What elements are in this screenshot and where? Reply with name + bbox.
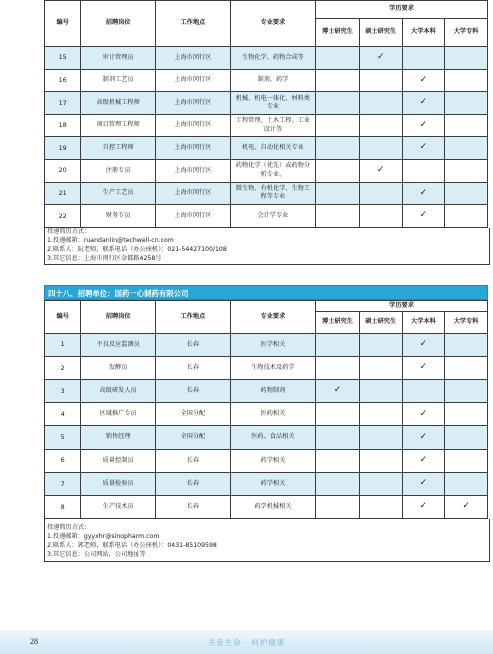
cell-bachelor <box>402 449 445 472</box>
cell-major: 医药、食品相关 <box>230 426 315 449</box>
cell-bachelor <box>402 137 445 160</box>
cell-location: 上海市闵行区 <box>156 182 231 205</box>
cell-phd <box>316 47 360 70</box>
jobs-table-1-body <box>45 47 488 228</box>
cell-num: 20 <box>45 159 81 182</box>
table-row <box>45 137 488 160</box>
header-phd: 博士研究生 <box>316 311 360 333</box>
header-master: 硕士研究生 <box>359 311 402 333</box>
cell-position: 注册专员 <box>81 159 156 182</box>
cell-location: 长春 <box>156 380 231 403</box>
cell-num: 2 <box>45 356 81 379</box>
cell-major: 药学相关 <box>230 472 315 495</box>
cell-num: 5 <box>45 426 81 449</box>
cell-phd <box>316 159 360 182</box>
cell-phd <box>316 69 360 92</box>
cell-master <box>359 114 402 137</box>
cell-bachelor <box>402 205 445 228</box>
cell-master <box>359 205 402 228</box>
cell-num: 16 <box>45 69 81 92</box>
cell-phd <box>316 92 360 115</box>
cell-master <box>359 47 402 70</box>
cell-position: 质量控制员 <box>81 449 156 472</box>
cell-college <box>445 333 488 356</box>
contact-person: 2.联系人：阮老师，联系电话（办公座机）：021-54427100/108 <box>47 245 227 253</box>
cell-bachelor <box>402 333 445 356</box>
cell-master <box>359 496 402 519</box>
header-college: 大学专科 <box>445 311 488 333</box>
cell-phd <box>316 356 360 379</box>
cell-num: 18 <box>45 114 81 137</box>
cell-position: 项目管理工程师 <box>81 114 156 137</box>
check-icon: ✓ <box>376 52 385 63</box>
table-row <box>45 426 488 449</box>
contact-heading: 投递简历方式： <box>47 524 91 532</box>
cell-location: 长春 <box>156 356 231 379</box>
cell-major: 医药相关 <box>230 403 315 426</box>
cell-phd <box>316 403 360 426</box>
cell-num: 17 <box>45 92 81 115</box>
cell-major: 药物制剂 <box>230 380 315 403</box>
table-row <box>45 69 488 92</box>
table-row <box>45 205 488 228</box>
cell-college <box>445 403 488 426</box>
cell-num: 19 <box>45 137 81 160</box>
cell-bachelor <box>402 69 445 92</box>
cell-location: 全国分配 <box>156 403 231 426</box>
cell-college <box>445 69 488 92</box>
header-edu: 学历要求 <box>316 300 488 311</box>
cell-college <box>445 137 488 160</box>
contact-other: 3.其它信息：上海市闵行区金都路4258号 <box>47 254 162 262</box>
check-icon: ✓ <box>419 501 428 512</box>
cell-phd <box>316 205 360 228</box>
cell-phd <box>316 380 360 403</box>
page-content <box>44 0 488 562</box>
check-icon: ✓ <box>419 362 428 373</box>
cell-position: 审计管理员 <box>81 47 156 70</box>
check-icon: ✓ <box>419 97 428 108</box>
header-location: 工作地点 <box>156 300 231 333</box>
check-icon: ✓ <box>419 455 428 466</box>
cell-location: 上海市闵行区 <box>156 159 231 182</box>
cell-num: 6 <box>45 449 81 472</box>
cell-location: 长春 <box>156 472 231 495</box>
table-row <box>45 114 488 137</box>
cell-master <box>359 472 402 495</box>
jobs-table-2 <box>44 300 488 520</box>
cell-bachelor <box>402 159 445 182</box>
cell-major: 机电、自动化相关专业 <box>230 137 315 160</box>
cell-college <box>445 496 488 519</box>
cell-position: 不良反应监测员 <box>81 333 156 356</box>
cell-phd <box>316 333 360 356</box>
check-icon: ✓ <box>419 142 428 153</box>
cell-num: 8 <box>45 496 81 519</box>
cell-phd <box>316 496 360 519</box>
cell-college <box>445 472 488 495</box>
cell-location: 长春 <box>156 449 231 472</box>
cell-location: 上海市闵行区 <box>156 47 231 70</box>
cell-major: 制剂、药学 <box>230 69 315 92</box>
cell-position: 质量检验员 <box>81 472 156 495</box>
table-row <box>45 356 488 379</box>
cell-num: 4 <box>45 403 81 426</box>
check-icon: ✓ <box>419 339 428 350</box>
check-icon: ✓ <box>419 119 428 130</box>
table-row <box>45 333 488 356</box>
table-row <box>45 403 488 426</box>
cell-major: 工程管理、土木工程、工业设计等 <box>230 114 315 137</box>
page-number: 28 <box>30 637 38 646</box>
cell-major: 生物化学、药物合成等 <box>230 47 315 70</box>
cell-major: 药物化学（优先）或药物分析专业， <box>230 159 315 182</box>
table-row <box>45 496 488 519</box>
cell-num: 1 <box>45 333 81 356</box>
contact-heading: 投递简历方式： <box>47 227 91 235</box>
table-row <box>45 159 488 182</box>
cell-position: 制剂工艺员 <box>81 69 156 92</box>
cell-bachelor <box>402 472 445 495</box>
cell-college <box>445 114 488 137</box>
contact-other: 3.其它信息：公司网站，公司地址等 <box>47 551 146 559</box>
check-icon: ✓ <box>419 187 428 198</box>
table-row <box>45 472 488 495</box>
cell-master <box>359 159 402 182</box>
cell-master <box>359 449 402 472</box>
table-row <box>45 380 488 403</box>
header-major: 专业要求 <box>230 1 315 47</box>
cell-position: 区域推广专员 <box>81 403 156 426</box>
header-master: 硕士研究生 <box>359 19 402 47</box>
cell-num: 3 <box>45 380 81 403</box>
header-edu: 学历要求 <box>316 1 488 19</box>
contact-person: 2.联系人：郭老师，联系电话（办公座机）：0431-85109598 <box>47 542 217 550</box>
cell-master <box>359 403 402 426</box>
check-icon: ✓ <box>333 385 342 396</box>
cell-college <box>445 205 488 228</box>
cell-location: 上海市闵行区 <box>156 69 231 92</box>
check-icon: ✓ <box>419 74 428 85</box>
cell-major: 药学机械相关 <box>230 496 315 519</box>
cell-position: 生产技术员 <box>81 496 156 519</box>
check-icon: ✓ <box>419 431 428 442</box>
cell-position: 高级机械工程师 <box>81 92 156 115</box>
cell-location: 上海市闵行区 <box>156 92 231 115</box>
cell-position: 销售经理 <box>81 426 156 449</box>
check-icon: ✓ <box>462 501 470 512</box>
cell-college <box>445 356 488 379</box>
cell-bachelor <box>402 182 445 205</box>
cell-college <box>445 449 488 472</box>
cell-bachelor <box>402 92 445 115</box>
cell-location: 全国分配 <box>156 426 231 449</box>
cell-location: 上海市闵行区 <box>156 137 231 160</box>
cell-bachelor <box>402 403 445 426</box>
cell-phd <box>316 472 360 495</box>
cell-major: 生物技术及药学 <box>230 356 315 379</box>
cell-major: 微生物、有机化学、生物工程等专业 <box>230 182 315 205</box>
cell-num: 15 <box>45 47 81 70</box>
check-icon: ✓ <box>419 408 428 419</box>
cell-position: 生产工艺员 <box>81 182 156 205</box>
cell-master <box>359 182 402 205</box>
contact-email: 1.投递邮箱：ruandanlin@techwell-cn.com <box>47 236 174 244</box>
cell-position: 自控工程师 <box>81 137 156 160</box>
contact-email: 1.投递邮箱：gyyxhr@sinopharm.com <box>47 533 160 541</box>
cell-phd <box>316 449 360 472</box>
cell-master <box>359 333 402 356</box>
cell-bachelor <box>402 356 445 379</box>
cell-num: 7 <box>45 472 81 495</box>
cell-bachelor <box>402 496 445 519</box>
cell-master <box>359 92 402 115</box>
cell-major: 会计学专业 <box>230 205 315 228</box>
cell-location: 上海市闵行区 <box>156 205 231 228</box>
cell-college <box>445 426 488 449</box>
table-row <box>45 92 488 115</box>
cell-phd <box>316 114 360 137</box>
cell-master <box>359 380 402 403</box>
header-college: 大学专科 <box>445 19 488 47</box>
header-phd: 博士研究生 <box>316 19 360 47</box>
cell-college <box>445 47 488 70</box>
cell-location: 上海市闵行区 <box>156 114 231 137</box>
check-icon: ✓ <box>419 210 428 221</box>
cell-num: 22 <box>45 205 81 228</box>
cell-location: 长春 <box>156 496 231 519</box>
cell-position: 财务专员 <box>81 205 156 228</box>
header-major: 专业要求 <box>230 300 315 333</box>
cell-bachelor <box>402 114 445 137</box>
cell-college <box>445 92 488 115</box>
header-position: 招聘岗位 <box>81 1 156 47</box>
section-title-48: 四十八、招聘单位：国药一心制药有限公司 <box>44 285 488 300</box>
cell-college <box>445 182 488 205</box>
header-bachelor: 大学本科 <box>402 19 445 47</box>
check-icon: ✓ <box>419 478 428 489</box>
header-location: 工作地点 <box>156 1 231 47</box>
header-position: 招聘岗位 <box>81 300 156 333</box>
cell-master <box>359 137 402 160</box>
contact-info-1 <box>44 228 490 265</box>
table-row <box>45 449 488 472</box>
cell-position: 发酵员 <box>81 356 156 379</box>
cell-major: 药学相关 <box>230 449 315 472</box>
footer-slogan: 关爱生命 · 呵护健康 <box>207 638 286 647</box>
cell-master <box>359 356 402 379</box>
check-icon: ✓ <box>376 165 385 176</box>
cell-bachelor <box>402 380 445 403</box>
cell-phd <box>316 137 360 160</box>
cell-position: 高级研发人员 <box>81 380 156 403</box>
cell-master <box>359 69 402 92</box>
jobs-table-1 <box>44 0 488 228</box>
cell-master <box>359 426 402 449</box>
header-bachelor: 大学本科 <box>402 311 445 333</box>
cell-bachelor <box>402 426 445 449</box>
table-row <box>45 47 488 70</box>
header-num: 编号 <box>45 300 81 333</box>
cell-num: 21 <box>45 182 81 205</box>
cell-bachelor <box>402 47 445 70</box>
jobs-table-2-body <box>45 333 488 519</box>
cell-phd <box>316 426 360 449</box>
table-row <box>45 182 488 205</box>
cell-college <box>445 159 488 182</box>
cell-major: 机械、机电一体化、材料类专业 <box>230 92 315 115</box>
cell-college <box>445 380 488 403</box>
header-num: 编号 <box>45 1 81 47</box>
cell-phd <box>316 182 360 205</box>
contact-info-2 <box>44 519 490 562</box>
cell-major: 医学相关 <box>230 333 315 356</box>
cell-location: 长春 <box>156 333 231 356</box>
